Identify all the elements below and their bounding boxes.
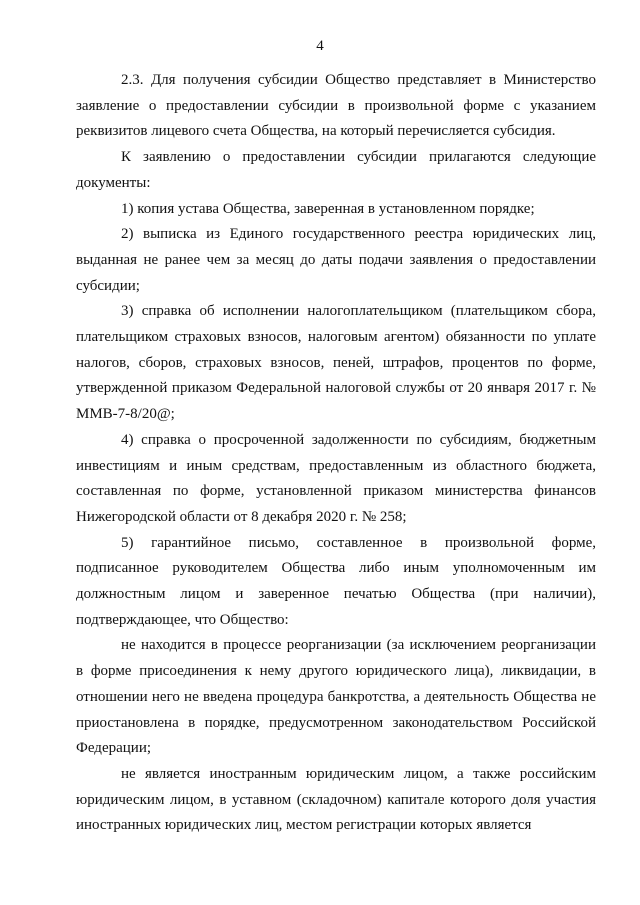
document-body (76, 68, 596, 839)
paragraph-subsidy-application: 2.3. Для получения субсидии Общество представляет в Министерство заявление о предоставлении субсидии в произвольной форме с указанием реквизитов лицевого счета Общества, на который перечисляется субсидия. (76, 72, 596, 140)
paragraph-not-foreign-entity: не является иностранным юридическим лицом, а также российским юридическим лицом, в уставном (складочном) капитале которого доля участия иностранных юридических лиц, местом регистрации которых является (76, 765, 596, 834)
paragraph-not-in-reorganization: не находится в процессе реорганизации (за исключением реорганизации в форме присоединения к нему другого юридического лица), ликвидации, в отношении него не введена процедура банкротства, а деятельность Общества не приостановлена в порядке, предусмотренном законодательством Российской Федерации; (76, 637, 596, 757)
paragraph-item-2-registry-extract: 2) выписка из Единого государственного реестра юридических лиц, выданная не ранее чем за месяц до даты подачи заявления о предоставлении субсидии; (76, 226, 596, 294)
paragraph-item-5-guarantee-letter: 5) гарантийное письмо, составленное в произвольной форме, подписанное руководителем Общества либо иным уполномоченным им должностным лицом и заверенное печатью Общества (при наличии), подтверждающее, что Общество: (76, 534, 596, 628)
paragraph-item-4-debt-certificate: 4) справка о просроченной задолженности по субсидиям, бюджетным инвестициям и иным средствам, предоставленным из областного бюджета, составленная по форме, установленной приказом министерства финансов Нижегородской области от 8 декабря 2020 г. № 258; (76, 431, 596, 525)
page-number: 4 (316, 38, 324, 54)
paragraph-attached-documents: К заявлению о предоставлении субсидии прилагаются следующие документы: (76, 149, 596, 191)
paragraph-item-3-tax-certificate: 3) справка об исполнении налогоплательщиком (плательщиком сбора, плательщиком страховых взносов, налоговым агентом) обязанности по уплате налогов, сборов, страховых взносов, пеней, штрафов, процентов по форме, утвержденной приказом Федеральной налоговой службы от 20 января 2017 г. № ММВ-7-8/20@; (76, 303, 596, 423)
paragraph-item-1-charter-copy: 1) копия устава Общества, заверенная в установленном порядке; (121, 200, 535, 217)
